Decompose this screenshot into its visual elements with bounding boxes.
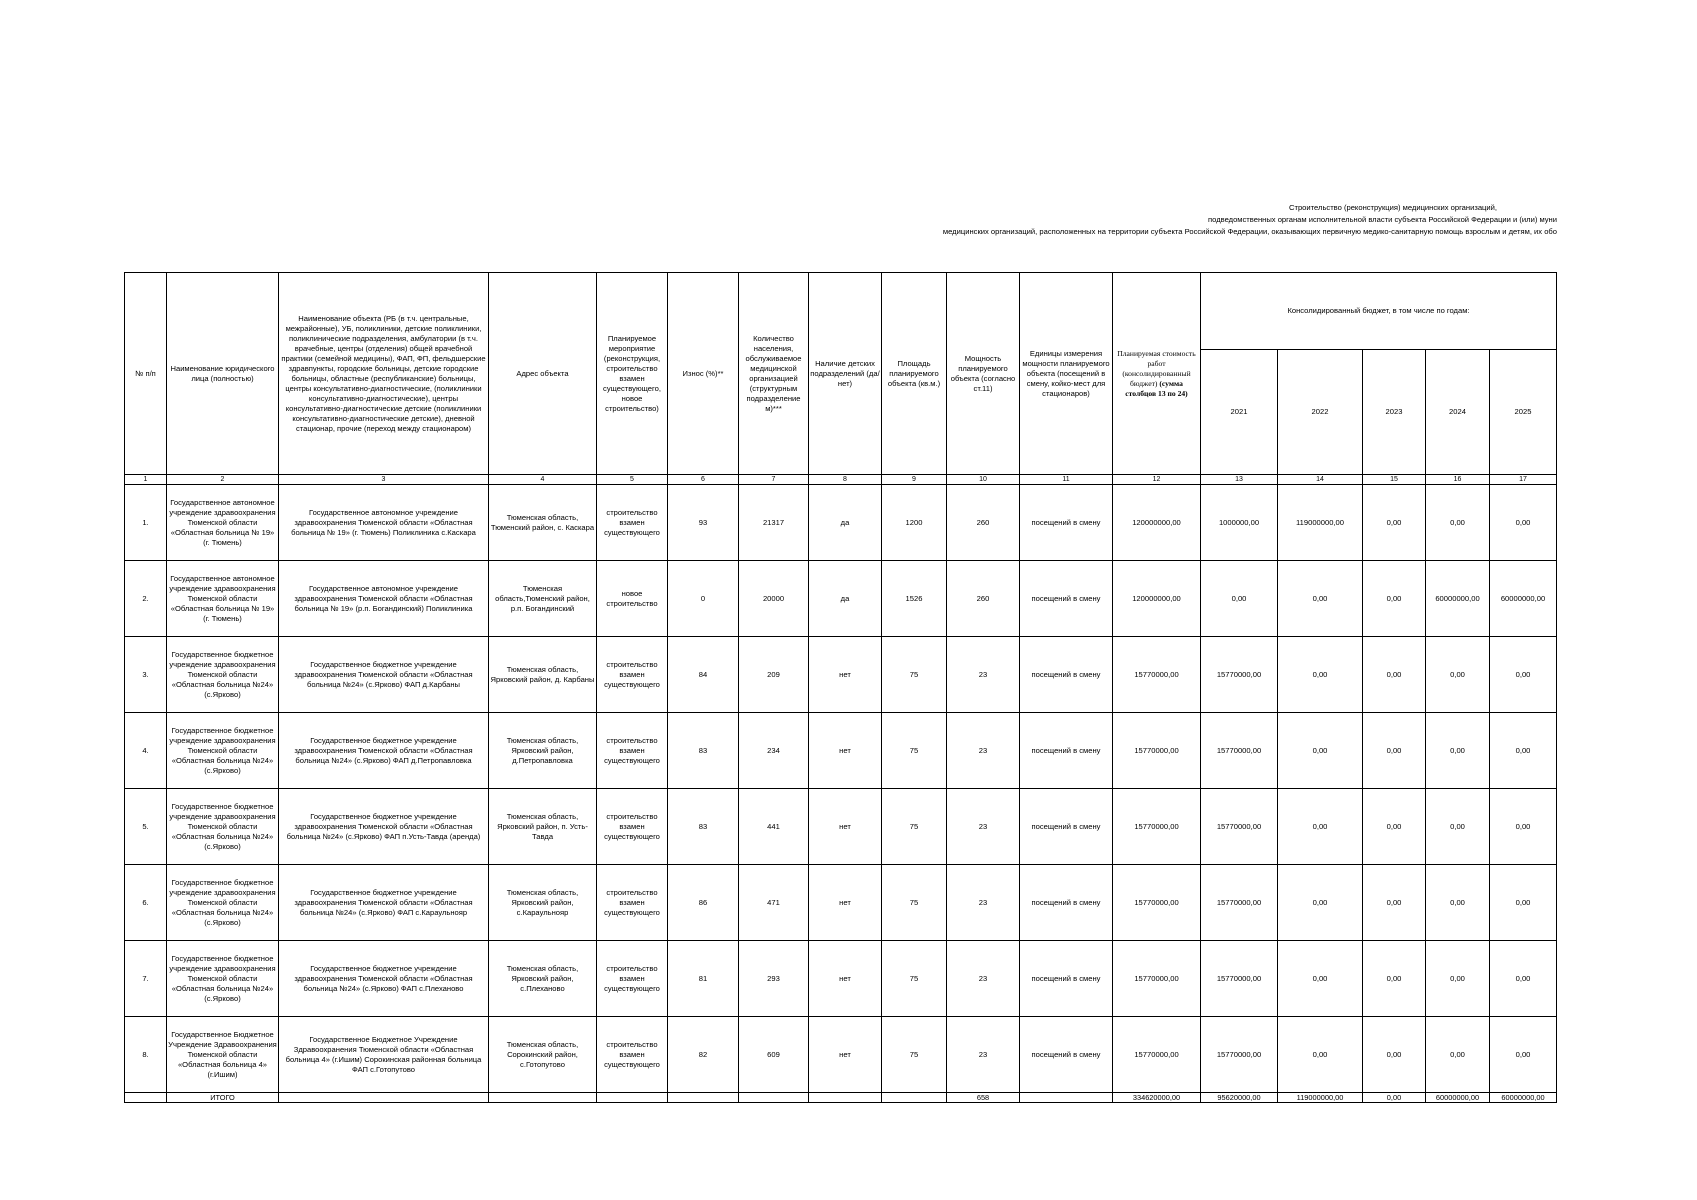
total-cell-empty (125, 1093, 167, 1103)
year-header-2024: 2024 (1426, 350, 1490, 475)
object-name: Государственное бюджетное учреждение здравоохранения Тюменской области «Областная больница №24» (с.Ярково) ФАП с.Плеханово (279, 941, 489, 1017)
budget-2023: 0,00 (1363, 713, 1426, 789)
planned-capacity: 23 (947, 941, 1020, 1017)
planned-action: строительство взамен существующего (597, 637, 668, 713)
col-header-4: Адрес объекта (489, 273, 597, 475)
planned-cost: 120000000,00 (1113, 485, 1201, 561)
budget-2022: 0,00 (1278, 637, 1363, 713)
total-cell-empty (668, 1093, 739, 1103)
population-served: 234 (739, 713, 809, 789)
budget-2021: 15770000,00 (1201, 713, 1278, 789)
col-header-8: Наличие детских подразделений (да/нет) (809, 273, 882, 475)
table-row (125, 561, 1557, 637)
object-address: Тюменская область, Сорокинский район, с.Готопутово (489, 1017, 597, 1093)
planned-cost: 15770000,00 (1113, 1017, 1201, 1093)
planned-capacity: 23 (947, 713, 1020, 789)
budget-2022: 0,00 (1278, 865, 1363, 941)
table-row (125, 637, 1557, 713)
legal-entity-name: Государственное бюджетное учреждение здравоохранения Тюменской области «Областная больница №24» (с.Ярково) (167, 789, 279, 865)
total-2021: 95620000,00 (1201, 1093, 1278, 1103)
total-2023: 0,00 (1363, 1093, 1426, 1103)
legal-entity-name: Государственное бюджетное учреждение здравоохранения Тюменской области «Областная больница №24» (с.Ярково) (167, 713, 279, 789)
budget-2025: 0,00 (1490, 713, 1557, 789)
planned-capacity: 23 (947, 789, 1020, 865)
wear-percent: 86 (668, 865, 739, 941)
budget-2021: 1000000,00 (1201, 485, 1278, 561)
total-row (125, 1093, 1557, 1103)
planned-area: 75 (882, 865, 947, 941)
total-label: ИТОГО (167, 1093, 279, 1103)
column-number: 1 (125, 475, 167, 485)
wear-percent: 93 (668, 485, 739, 561)
budget-2021: 15770000,00 (1201, 941, 1278, 1017)
planned-action: строительство взамен существующего (597, 789, 668, 865)
row-number: 4. (125, 713, 167, 789)
planned-action: новое строительство (597, 561, 668, 637)
object-address: Тюменская область, Ярковский район, п. Усть-Тавда (489, 789, 597, 865)
budget-group-header: Консолидированный бюджет, в том числе по годам: (1201, 273, 1557, 350)
column-number: 3 (279, 475, 489, 485)
row-number: 3. (125, 637, 167, 713)
column-number: 2 (167, 475, 279, 485)
budget-2025: 0,00 (1490, 637, 1557, 713)
legal-entity-name: Государственное бюджетное учреждение здравоохранения Тюменской области «Областная больница №24» (с.Ярково) (167, 637, 279, 713)
budget-2021: 15770000,00 (1201, 865, 1278, 941)
budget-2023: 0,00 (1363, 485, 1426, 561)
children-units: нет (809, 941, 882, 1017)
object-address: Тюменская область, Ярковский район, с.Караульнояр (489, 865, 597, 941)
data-rows (125, 485, 1557, 1093)
col-header-9: Площадь планируемого объекта (кв.м.) (882, 273, 947, 475)
budget-2023: 0,00 (1363, 789, 1426, 865)
children-units: нет (809, 789, 882, 865)
col-header-5: Планируемое мероприятие (реконструкция, строительство взамен существующего, новое строительство) (597, 273, 668, 475)
budget-2025: 0,00 (1490, 1017, 1557, 1093)
total-cost: 334620000,00 (1113, 1093, 1201, 1103)
budget-2024: 0,00 (1426, 713, 1490, 789)
row-number: 6. (125, 865, 167, 941)
planned-action: строительство взамен существующего (597, 941, 668, 1017)
col-header-12 (1113, 273, 1201, 475)
object-address: Тюменская область, Тюменский район, с. Каскара (489, 485, 597, 561)
column-number: 14 (1278, 475, 1363, 485)
year-header-2023: 2023 (1363, 350, 1426, 475)
budget-2023: 0,00 (1363, 941, 1426, 1017)
budget-2022: 0,00 (1278, 789, 1363, 865)
capacity-unit: посещений в смену (1020, 789, 1113, 865)
budget-2021: 15770000,00 (1201, 637, 1278, 713)
budget-2025: 0,00 (1490, 789, 1557, 865)
object-name: Государственное автономное учреждение здравоохранения Тюменской области «Областная больница № 19» (г. Тюмень) Поликлиника с.Каскара (279, 485, 489, 561)
col-header-1: № п/п (125, 273, 167, 475)
population-served: 21317 (739, 485, 809, 561)
object-name: Государственное бюджетное учреждение здравоохранения Тюменской области «Областная больница №24» (с.Ярково) ФАП д.Карбаны (279, 637, 489, 713)
planned-capacity: 260 (947, 561, 1020, 637)
row-number: 5. (125, 789, 167, 865)
population-served: 20000 (739, 561, 809, 637)
children-units: нет (809, 1017, 882, 1093)
header-line-2: подведомственных органам исполнительной власти субъекта Российской Федерации и (или) муни (1208, 215, 1557, 224)
column-number-row (125, 475, 1557, 485)
total-2025: 60000000,00 (1490, 1093, 1557, 1103)
header-line-1: Строительство (реконструкция) медицинских организаций, (1289, 203, 1497, 212)
row-number: 8. (125, 1017, 167, 1093)
budget-2022: 0,00 (1278, 713, 1363, 789)
legal-entity-name: Государственное автономное учреждение здравоохранения Тюменской области «Областная больница № 19» (г. Тюмень) (167, 485, 279, 561)
column-number: 16 (1426, 475, 1490, 485)
planned-action: строительство взамен существующего (597, 865, 668, 941)
children-units: да (809, 485, 882, 561)
planned-cost: 15770000,00 (1113, 789, 1201, 865)
budget-2023: 0,00 (1363, 865, 1426, 941)
wear-percent: 83 (668, 789, 739, 865)
year-header-2022: 2022 (1278, 350, 1363, 475)
object-address: Тюменская область,Тюменский район, р.п. Богандинский (489, 561, 597, 637)
document-header (600, 202, 1557, 238)
budget-2024: 0,00 (1426, 1017, 1490, 1093)
col-header-3: Наименование объекта (РБ (в т.ч. центральные, межрайонные), УБ, поликлиники, детские поликлиники, поликлинические подразделения, амбулатории (в т.ч. врачебные, центры (отделения) общей врачебной практики (семейной медицины), ФАП, ФП, фельдшерские здравпункты, городские больницы, детские городские больницы, областные (республиканские) больницы, центры консультативно-диагностические, (поликлиники консультативно-диагностические), центры консультативно-диагностические детские (поликлиники консультативно-диагностические детские), дневной стационар, прочие (переход между стационаром) (279, 273, 489, 475)
object-name: Государственное Бюджетное Учреждение Здравоохранения Тюменской области «Областная больница 4» (г.Ишим) Сорокинская районная больница ФАП с.Готопутово (279, 1017, 489, 1093)
row-number: 2. (125, 561, 167, 637)
year-header-2021: 2021 (1201, 350, 1278, 475)
object-address: Тюменская область, Ярковский район, д. Карбаны (489, 637, 597, 713)
object-name: Государственное бюджетное учреждение здравоохранения Тюменской области «Областная больница №24» (с.Ярково) ФАП п.Усть-Тавда (аренда) (279, 789, 489, 865)
planned-area: 75 (882, 637, 947, 713)
planned-capacity: 23 (947, 865, 1020, 941)
planned-cost: 120000000,00 (1113, 561, 1201, 637)
capacity-unit: посещений в смену (1020, 713, 1113, 789)
capacity-unit: посещений в смену (1020, 941, 1113, 1017)
column-number: 13 (1201, 475, 1278, 485)
row-number: 1. (125, 485, 167, 561)
planned-area: 75 (882, 789, 947, 865)
budget-2025: 0,00 (1490, 865, 1557, 941)
row-number: 7. (125, 941, 167, 1017)
total-cell-empty (597, 1093, 668, 1103)
object-name: Государственное автономное учреждение здравоохранения Тюменской области «Областная больница № 19» (р.п. Богандинский) Поликлиника (279, 561, 489, 637)
budget-2025: 0,00 (1490, 941, 1557, 1017)
object-address: Тюменская область, Ярковский район, д.Петропавловка (489, 713, 597, 789)
planned-cost: 15770000,00 (1113, 637, 1201, 713)
object-name: Государственное бюджетное учреждение здравоохранения Тюменской области «Областная больница №24» (с.Ярково) ФАП с.Караульнояр (279, 865, 489, 941)
population-served: 441 (739, 789, 809, 865)
planned-capacity: 260 (947, 485, 1020, 561)
column-number: 11 (1020, 475, 1113, 485)
children-units: нет (809, 637, 882, 713)
planned-area: 75 (882, 941, 947, 1017)
legal-entity-name: Государственное автономное учреждение здравоохранения Тюменской области «Областная больница № 19» (г. Тюмень) (167, 561, 279, 637)
budget-2021: 0,00 (1201, 561, 1278, 637)
legal-entity-name: Государственное бюджетное учреждение здравоохранения Тюменской области «Областная больница №24» (с.Ярково) (167, 941, 279, 1017)
children-units: нет (809, 865, 882, 941)
budget-2024: 60000000,00 (1426, 561, 1490, 637)
column-number: 15 (1363, 475, 1426, 485)
population-served: 293 (739, 941, 809, 1017)
col-header-2: Наименование юридического лица (полностью) (167, 273, 279, 475)
planned-action: строительство взамен существующего (597, 1017, 668, 1093)
col-header-11: Единицы измерения мощности планируемого объекта (посещений в смену, койко-мест для стационаров) (1020, 273, 1113, 475)
legal-entity-name: Государственное бюджетное учреждение здравоохранения Тюменской области «Областная больница №24» (с.Ярково) (167, 865, 279, 941)
total-cell-empty (1020, 1093, 1113, 1103)
capacity-unit: посещений в смену (1020, 485, 1113, 561)
budget-2022: 0,00 (1278, 941, 1363, 1017)
capacity-unit: посещений в смену (1020, 865, 1113, 941)
header-line-3: медицинских организаций, расположенных на территории субъекта Российской Федерации, оказывающих первичную медико-санитарную помощь взрослым и детям, их обо (942, 227, 1557, 236)
wear-percent: 82 (668, 1017, 739, 1093)
table-row (125, 713, 1557, 789)
population-served: 209 (739, 637, 809, 713)
total-cell-empty (809, 1093, 882, 1103)
capacity-unit: посещений в смену (1020, 637, 1113, 713)
planned-area: 75 (882, 1017, 947, 1093)
column-number: 6 (668, 475, 739, 485)
budget-2022: 0,00 (1278, 561, 1363, 637)
column-number: 17 (1490, 475, 1557, 485)
planned-area: 75 (882, 713, 947, 789)
wear-percent: 84 (668, 637, 739, 713)
planned-action: строительство взамен существующего (597, 713, 668, 789)
total-2024: 60000000,00 (1426, 1093, 1490, 1103)
budget-2024: 0,00 (1426, 637, 1490, 713)
population-served: 471 (739, 865, 809, 941)
total-cell-empty (739, 1093, 809, 1103)
children-units: да (809, 561, 882, 637)
budget-2024: 0,00 (1426, 485, 1490, 561)
population-served: 609 (739, 1017, 809, 1093)
table-row (125, 941, 1557, 1017)
object-name: Государственное бюджетное учреждение здравоохранения Тюменской области «Областная больница №24» (с.Ярково) ФАП д.Петропавловка (279, 713, 489, 789)
col-header-12-main: Планируемая стоимость работ (консолидированный бюджет) (1117, 348, 1196, 388)
wear-percent: 83 (668, 713, 739, 789)
budget-2024: 0,00 (1426, 865, 1490, 941)
legal-entity-name: Государственное Бюджетное Учреждение Здравоохранения Тюменской области «Областная больница 4» (г.Ишим) (167, 1017, 279, 1093)
table-row (125, 789, 1557, 865)
budget-2021: 15770000,00 (1201, 1017, 1278, 1093)
wear-percent: 81 (668, 941, 739, 1017)
planned-cost: 15770000,00 (1113, 713, 1201, 789)
budget-2025: 0,00 (1490, 485, 1557, 561)
budget-2022: 0,00 (1278, 1017, 1363, 1093)
planned-cost: 15770000,00 (1113, 865, 1201, 941)
year-header-2025: 2025 (1490, 350, 1557, 475)
col-header-7: Количество населения, обслуживаемое медицинской организацией (структурным подразделение м)*** (739, 273, 809, 475)
column-number: 4 (489, 475, 597, 485)
total-capacity: 658 (947, 1093, 1020, 1103)
column-number: 10 (947, 475, 1020, 485)
budget-2021: 15770000,00 (1201, 789, 1278, 865)
column-number: 12 (1113, 475, 1201, 485)
capacity-unit: посещений в смену (1020, 561, 1113, 637)
budget-2023: 0,00 (1363, 637, 1426, 713)
budget-2024: 0,00 (1426, 789, 1490, 865)
budget-2023: 0,00 (1363, 1017, 1426, 1093)
total-2022: 119000000,00 (1278, 1093, 1363, 1103)
budget-2024: 0,00 (1426, 941, 1490, 1017)
object-address: Тюменская область, Ярковский район, с.Плеханово (489, 941, 597, 1017)
table-row (125, 865, 1557, 941)
total-cell-empty (279, 1093, 489, 1103)
planned-cost: 15770000,00 (1113, 941, 1201, 1017)
planned-capacity: 23 (947, 637, 1020, 713)
col-header-10: Мощность планируемого объекта (согласно ст.11) (947, 273, 1020, 475)
column-number: 9 (882, 475, 947, 485)
budget-2025: 60000000,00 (1490, 561, 1557, 637)
table-row (125, 485, 1557, 561)
wear-percent: 0 (668, 561, 739, 637)
planned-area: 1200 (882, 485, 947, 561)
total-cell-empty (489, 1093, 597, 1103)
header-row (125, 273, 1557, 350)
planned-area: 1526 (882, 561, 947, 637)
budget-2023: 0,00 (1363, 561, 1426, 637)
col-header-6: Износ (%)** (668, 273, 739, 475)
capacity-unit: посещений в смену (1020, 1017, 1113, 1093)
construction-table (124, 272, 1557, 1103)
planned-capacity: 23 (947, 1017, 1020, 1093)
column-number: 8 (809, 475, 882, 485)
column-number: 7 (739, 475, 809, 485)
column-number: 5 (597, 475, 668, 485)
budget-2022: 119000000,00 (1278, 485, 1363, 561)
col-header-12-sum: (сумма столбцов 13 по 24) (1125, 378, 1188, 398)
total-cell-empty (882, 1093, 947, 1103)
children-units: нет (809, 713, 882, 789)
table-row (125, 1017, 1557, 1093)
planned-action: строительство взамен существующего (597, 485, 668, 561)
